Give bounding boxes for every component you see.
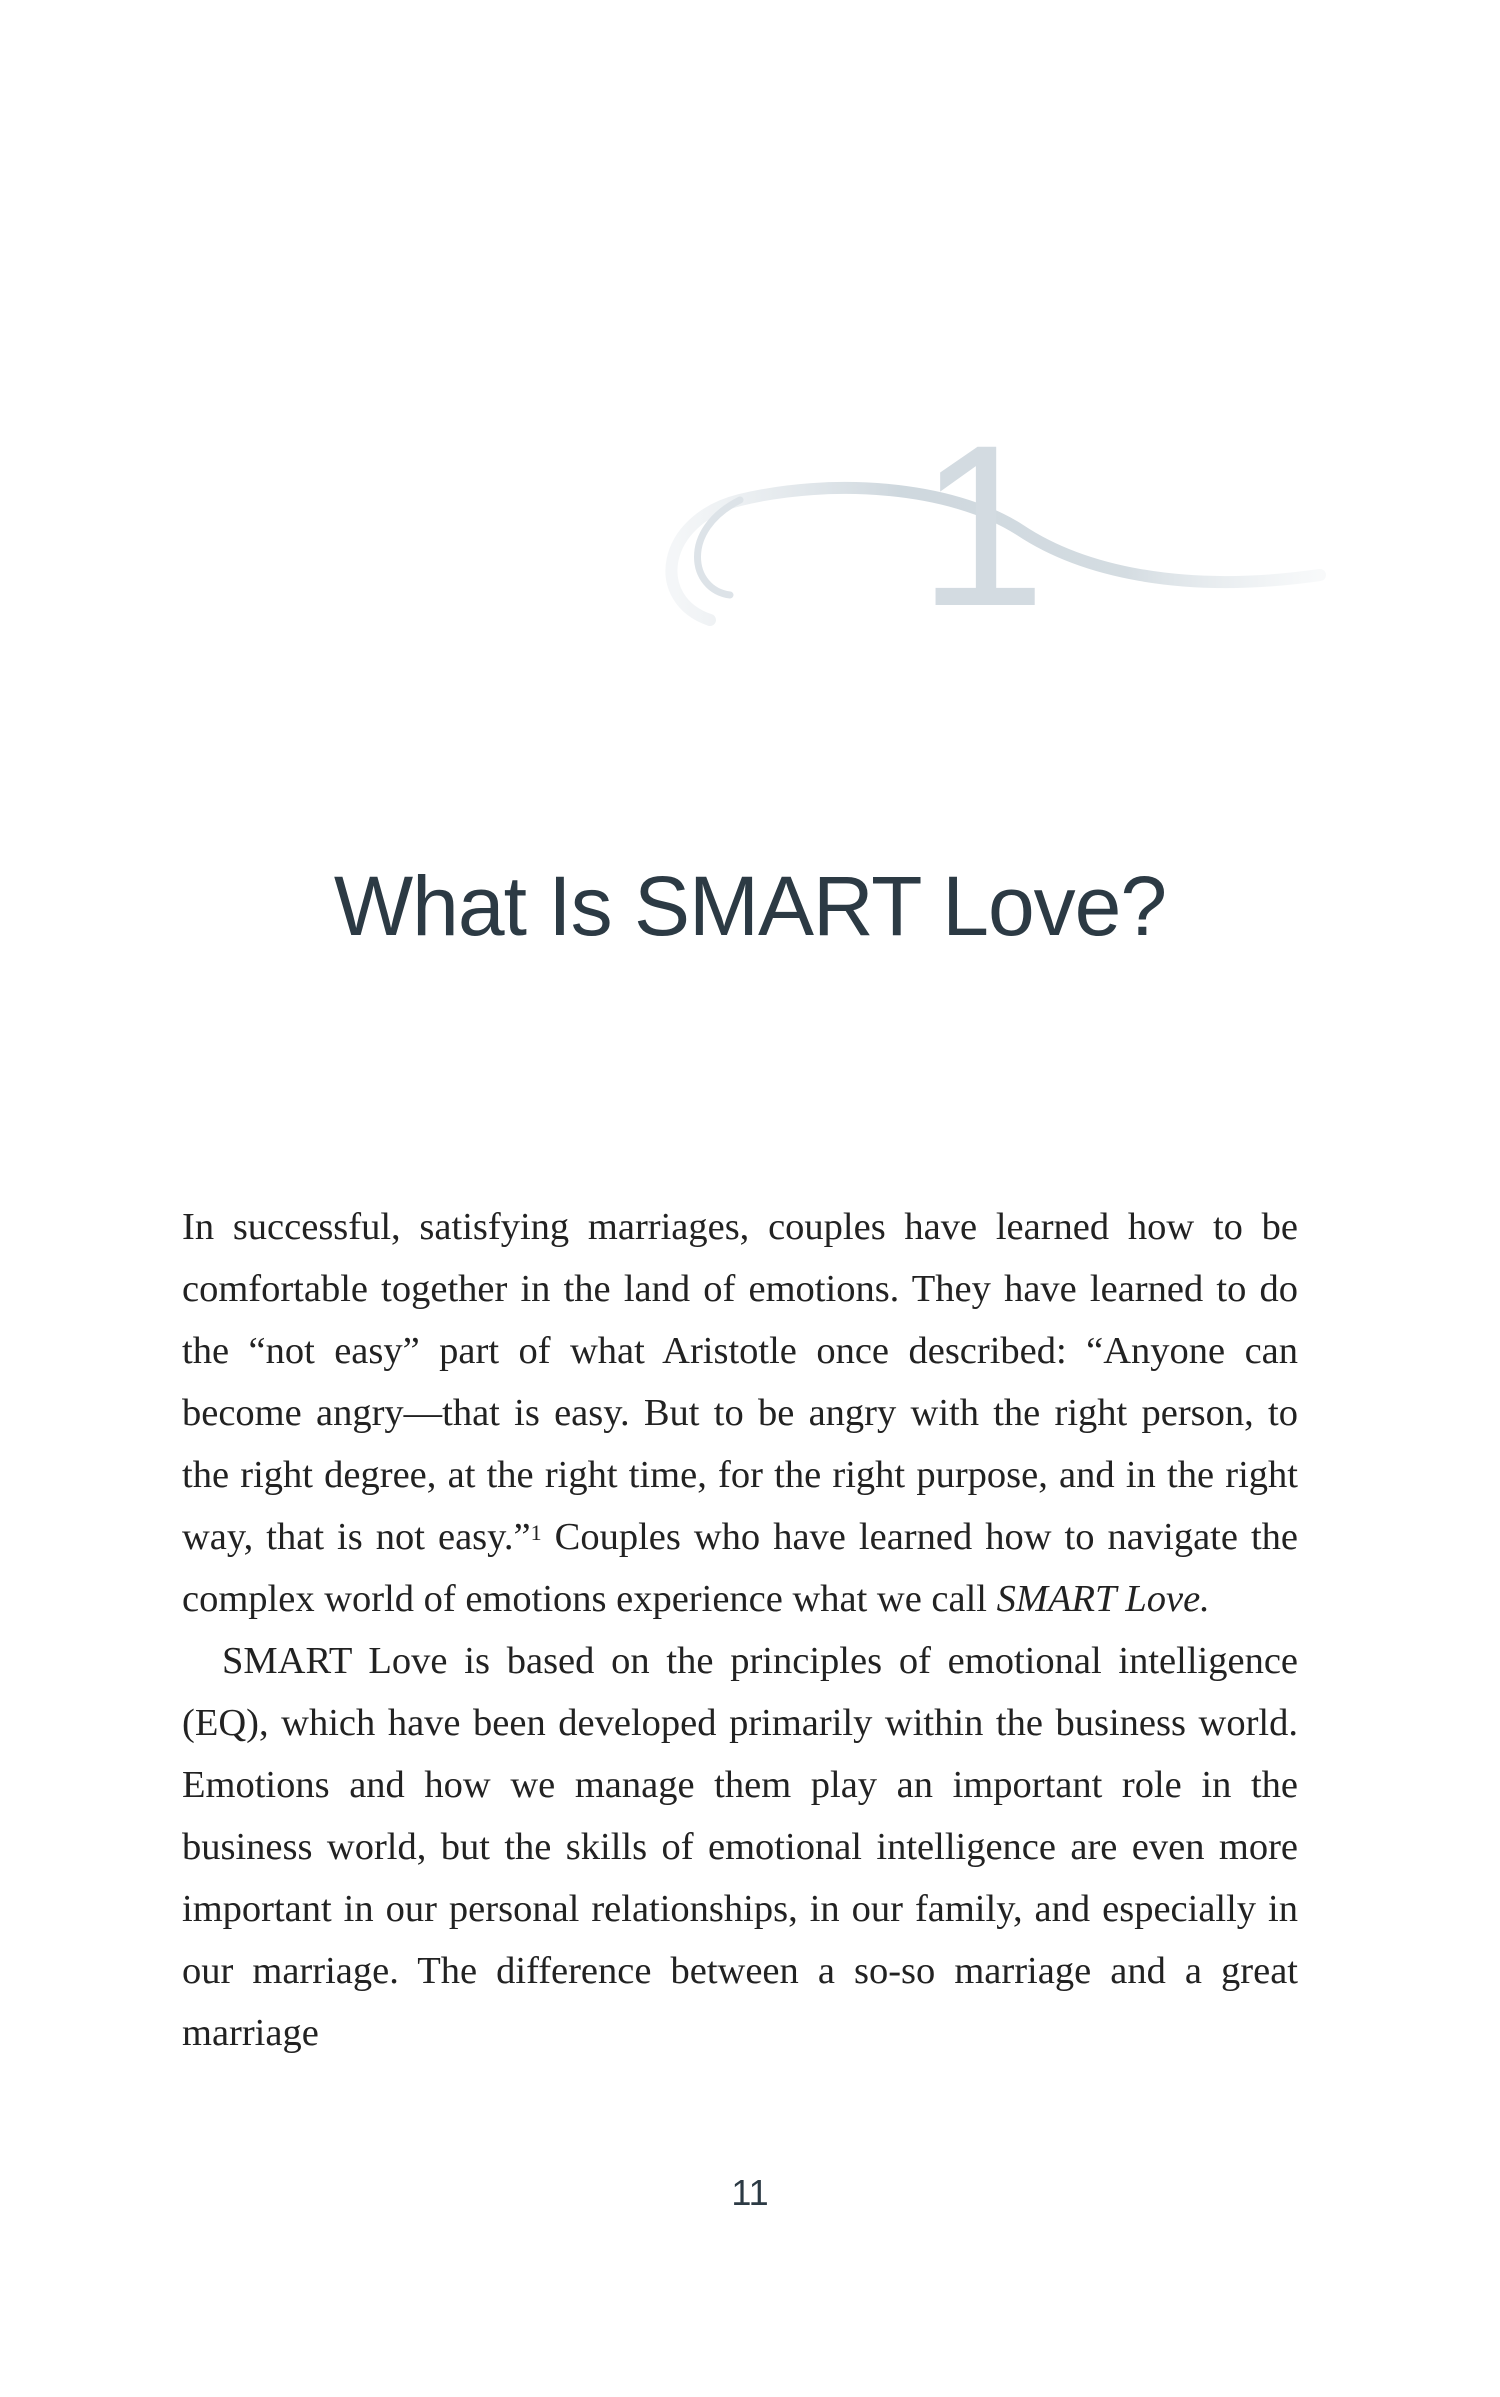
- chapter-number: 1: [918, 397, 1046, 654]
- page-number: 11: [731, 2172, 769, 2213]
- paragraph-1-text: In successful, satisfying marriages, couples have learned how to be comfortable together in the land of emotions. They have learned to do the “not easy” part of what Aristotle once described: “Anyone can become angry—that is easy. But to be angry with the right person, to the right degree, at the right time, for the right purpose, and in the right way, that is not easy.”: [182, 1206, 1298, 1558]
- chapter-number-ornament: [620, 390, 1340, 690]
- smart-love-emphasis: SMART Love.: [996, 1578, 1210, 1620]
- paragraph-1-text-continued: Couples who have learned how to navigate the complex world of emotions experience what we call: [182, 1516, 1299, 1620]
- footnote-reference: 1: [530, 1520, 542, 1545]
- paragraph-2: SMART Love is based on the principles of emotional intelligence (EQ), which have been developed primarily within the business world. Emotions and how we manage them play an important role in the business world, but the skills of emotional intelligence are even more important in our personal relationships, in our family, and especially in our marriage. The difference between a so-so marriage and a great marriage: [182, 1640, 1298, 2054]
- paragraph-1: [182, 1196, 1298, 1630]
- chapter-body: [182, 1196, 1298, 2064]
- chapter-title: What Is SMART Love?: [333, 859, 1167, 953]
